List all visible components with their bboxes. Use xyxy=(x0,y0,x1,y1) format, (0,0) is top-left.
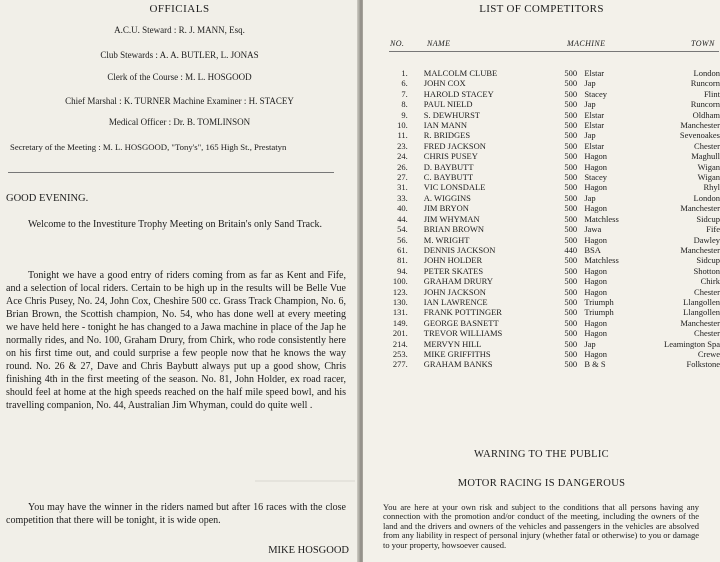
header-machine: MACHINE xyxy=(567,39,606,48)
competitor-number: 56. xyxy=(397,234,408,245)
disclaimer-text: You are here at your own risk and subject to the conditions that all persons having any connection with the promotion and/or conduct of the meeting, including the owners of the land and the drivers and owners of the vehicles and passengers in the vehicles are absolved from any liability in respect of personal injury (whether fatal or otherwise) to you or damage to your property, howsoever caused. xyxy=(383,502,699,550)
competitor-row xyxy=(363,130,720,140)
competitor-town: London xyxy=(693,192,720,203)
competitor-name: PAUL NIELD xyxy=(423,99,473,110)
officials-divider xyxy=(8,172,334,173)
machine-make: Hagon xyxy=(584,182,607,193)
machine-cc: 500 xyxy=(564,99,578,110)
competitor-name: MERVYN HILL xyxy=(423,338,482,349)
competitor-number: 27. xyxy=(397,172,408,183)
competitor-name: JOHN HOLDER xyxy=(423,255,483,266)
competitor-row xyxy=(363,328,720,338)
competitor-row xyxy=(363,78,720,88)
competitor-row xyxy=(363,349,720,359)
competitor-name: TREVOR WILLIAMS xyxy=(423,328,503,339)
competitor-row xyxy=(363,287,720,297)
competitor-number: 7. xyxy=(401,88,408,99)
competitor-number: 94. xyxy=(397,265,408,276)
competitor-number: 149. xyxy=(392,317,408,328)
competitor-number: 11. xyxy=(397,130,408,141)
competitor-town: Flint xyxy=(703,88,720,99)
machine-cc: 500 xyxy=(564,265,578,276)
competitor-name: MIKE GRIFFITHS xyxy=(423,348,491,359)
competitor-name: FRANK POTTINGER xyxy=(423,307,502,318)
competitor-name: HAROLD STACEY xyxy=(423,88,494,99)
competitor-town: Sevenoakes xyxy=(679,130,720,141)
competitor-name: D. BAYBUTT xyxy=(423,161,474,172)
competitor-town: Sidcup xyxy=(696,213,720,224)
competitor-row xyxy=(363,245,720,255)
competitor-number: 54. xyxy=(397,224,408,235)
medical-officer: Medical Officer : Dr. B. TOMLINSON xyxy=(108,117,251,127)
machine-cc: 500 xyxy=(564,192,578,203)
machine-make: Elstar xyxy=(584,140,605,151)
officials-title: OFFICIALS xyxy=(149,3,210,15)
competitor-town: Shotton xyxy=(693,265,720,276)
machine-make: Hagon xyxy=(584,265,607,276)
machine-cc: 500 xyxy=(564,130,578,141)
machine-cc: 500 xyxy=(564,140,578,151)
machine-cc: 500 xyxy=(564,203,578,214)
competitor-row xyxy=(363,172,720,182)
competitor-number: 6. xyxy=(401,78,408,89)
machine-cc: 500 xyxy=(564,307,578,318)
machine-make: Elstar xyxy=(584,109,605,120)
right-page xyxy=(363,0,720,562)
header-no: NO. xyxy=(390,39,405,48)
competitor-town: Folkstone xyxy=(686,359,720,370)
header-town: TOWN xyxy=(691,39,715,48)
competitor-town: Llangollen xyxy=(683,296,720,307)
competitor-row xyxy=(363,162,720,172)
machine-make: Hagon xyxy=(584,151,607,162)
machine-make: Jap xyxy=(584,99,596,110)
competitor-town: Wigan xyxy=(697,161,720,172)
competitor-name: C. BAYBUTT xyxy=(423,172,474,183)
competitor-town: Dawley xyxy=(693,234,720,245)
competitor-row xyxy=(363,297,720,307)
competitor-row xyxy=(363,151,720,161)
acu-steward: A.C.U. Steward : R. J. MANN, Esq. xyxy=(114,25,245,35)
machine-cc: 500 xyxy=(564,213,578,224)
machine-cc: 500 xyxy=(564,276,578,287)
closing-paragraph: You may have the winner in the riders named but after 16 races with the close competition that there will be tonight, it is wide open. xyxy=(6,502,346,526)
competitor-name: GEORGE BASNETT xyxy=(423,317,499,328)
competitor-name: MALCOLM CLUBE xyxy=(423,68,498,78)
machine-cc: 500 xyxy=(564,68,578,78)
competitor-name: GRAHAM BANKS xyxy=(423,359,493,370)
competitor-name: VIC LONSDALE xyxy=(423,182,486,193)
competitor-town: Oldham xyxy=(692,109,720,120)
machine-cc: 500 xyxy=(564,151,578,162)
competitor-town: Chester xyxy=(694,286,720,297)
machine-cc: 500 xyxy=(564,234,578,245)
competitor-number: 24. xyxy=(397,151,408,162)
competitor-name: M. WRIGHT xyxy=(423,234,470,245)
competitor-town: Crewe xyxy=(697,348,720,359)
machine-make: Matchless xyxy=(584,213,619,224)
machine-make: Hagon xyxy=(584,328,607,339)
competitor-number: 40. xyxy=(397,203,408,214)
competitor-town: Manchester xyxy=(680,120,720,131)
competitor-row xyxy=(363,110,720,120)
competitor-name: R. BRIDGES xyxy=(423,130,471,141)
competitor-name: IAN MANN xyxy=(423,120,468,131)
competitor-row xyxy=(363,255,720,265)
competitor-name: GRAHAM DRURY xyxy=(423,276,493,287)
machine-make: Hagon xyxy=(584,286,607,297)
competitor-number: 123. xyxy=(392,286,408,297)
machine-make: Elstar xyxy=(584,68,605,78)
competitor-name: FRED JACKSON xyxy=(423,140,486,151)
left-page xyxy=(0,0,359,562)
competitor-number: 44. xyxy=(397,213,408,224)
machine-make: Triumph xyxy=(584,307,614,318)
machine-make: Hagon xyxy=(584,348,607,359)
warning-title: WARNING TO THE PUBLIC xyxy=(474,449,609,460)
competitor-name: PETER SKATES xyxy=(423,265,484,276)
competitor-town: Wigan xyxy=(697,172,720,183)
competitor-row xyxy=(363,359,720,369)
competitor-number: 81. xyxy=(397,255,408,266)
competitor-town: London xyxy=(693,68,720,78)
machine-cc: 500 xyxy=(564,338,578,349)
competitor-number: 277. xyxy=(392,359,408,370)
competitor-number: 1. xyxy=(401,68,408,78)
competitor-row xyxy=(363,224,720,234)
competitor-row xyxy=(363,214,720,224)
machine-cc: 500 xyxy=(564,255,578,266)
competitor-town: Leamington Spa xyxy=(664,338,720,349)
competitor-name: CHRIS PUSEY xyxy=(423,151,478,162)
competitors-title: LIST OF COMPETITORS xyxy=(479,3,604,15)
competitor-number: 31. xyxy=(397,182,408,193)
competitor-row xyxy=(363,318,720,328)
machine-cc: 500 xyxy=(564,78,578,89)
machine-cc: 500 xyxy=(564,296,578,307)
competitor-name: JOHN COX xyxy=(423,78,466,89)
marshal-and-examiner: Chief Marshal : K. TURNER Machine Examiner : H. STACEY xyxy=(65,96,294,106)
machine-cc: 500 xyxy=(564,286,578,297)
competitor-town: Chester xyxy=(694,140,720,151)
machine-make: Jap xyxy=(584,130,596,141)
competitor-town: Runcorn xyxy=(690,99,720,110)
competitor-name: DENNIS JACKSON xyxy=(423,244,496,255)
machine-cc: 440 xyxy=(564,244,578,255)
machine-make: Matchless xyxy=(584,255,619,266)
competitor-name: BRIAN BROWN xyxy=(423,224,485,235)
competitor-town: Sidcup xyxy=(696,255,720,266)
competitor-number: 130. xyxy=(392,296,408,307)
competitor-town: Maghull xyxy=(691,151,720,162)
competitor-row xyxy=(363,203,720,213)
competitor-row xyxy=(363,89,720,99)
machine-make: Hagon xyxy=(584,276,607,287)
competitor-town: Fife xyxy=(706,224,720,235)
competitor-town: Manchester xyxy=(680,203,720,214)
machine-make: Elstar xyxy=(584,120,605,131)
machine-cc: 500 xyxy=(564,109,578,120)
competitor-row xyxy=(363,235,720,245)
machine-make: Stacey xyxy=(584,88,607,99)
competitor-name: JIM BRYON xyxy=(423,203,469,214)
competitor-number: 26. xyxy=(397,161,408,172)
competitor-number: 9. xyxy=(401,109,408,120)
competitor-town: Manchester xyxy=(680,244,720,255)
riders-paragraph: Tonight we have a good entry of riders coming from as far as Kent and Fife, and a selection of local riders. Certain to be high up in the results will be Belle Vue Ace Chris Pusey, No. 24, John Cox, Cheshire 500 cc. Grass Track Champion, No. 6, Brian Brown, the Scottish champion, No. 54, who has done well at every meeting we have held here - tonight he has changed to a Jawa machine in place of the Jap he normally rides, and No. 100, Graham Drury, from Chirk, who rode consistently here on his first time out, and could surprise a few people now that he knows the way round. No. 26 & 27, Dave and Chris Baybutt always put up a good show, Chris finishing 4th in the first meeting of the season. No. 81, John Holder, ex road racer, should feel at home at the high speeds reached on the half mile speed bowl, and his travelling companion, No. 44, Australian Jim Whyman, could do quite well . xyxy=(6,270,346,411)
header-name: NAME xyxy=(427,39,451,48)
competitor-town: Llangollen xyxy=(683,307,720,318)
competitor-number: 61. xyxy=(397,244,408,255)
machine-cc: 500 xyxy=(564,120,578,131)
competitor-number: 10. xyxy=(397,120,408,131)
competitor-name: JIM WHYMAN xyxy=(423,213,480,224)
competitor-row xyxy=(363,120,720,130)
machine-cc: 500 xyxy=(564,172,578,183)
competitor-number: 23. xyxy=(397,140,408,151)
clerk-of-course: Clerk of the Course : M. L. HOSGOOD xyxy=(107,72,252,82)
machine-cc: 500 xyxy=(564,88,578,99)
welcome-paragraph: Welcome to the Investiture Trophy Meeting on Britain's only Sand Track. xyxy=(28,219,323,230)
machine-make: Triumph xyxy=(584,296,614,307)
machine-make: Hagon xyxy=(584,317,607,328)
competitor-row xyxy=(363,141,720,151)
competitor-town: Runcorn xyxy=(690,78,720,89)
machine-cc: 500 xyxy=(564,182,578,193)
competitors-table-body xyxy=(363,68,720,370)
machine-make: Hagon xyxy=(584,161,607,172)
club-stewards: Club Stewards : A. A. BUTLER, L. JONAS xyxy=(100,50,259,60)
machine-make: BSA xyxy=(584,244,601,255)
competitor-name: A. WIGGINS xyxy=(423,192,471,203)
machine-cc: 500 xyxy=(564,317,578,328)
competitor-row xyxy=(363,339,720,349)
competitor-name: JOHN JACKSON xyxy=(423,286,486,297)
machine-cc: 500 xyxy=(564,359,578,370)
competitor-town: Rhyl xyxy=(703,182,720,193)
competitor-town: Chirk xyxy=(700,276,720,287)
meeting-secretary: Secretary of the Meeting : M. L. HOSGOOD, "Tony's", 165 High St., Prestatyn xyxy=(10,142,287,152)
machine-cc: 500 xyxy=(564,348,578,359)
greeting: GOOD EVENING. xyxy=(6,193,89,204)
competitor-number: 100. xyxy=(392,276,408,287)
machine-make: Jawa xyxy=(584,224,602,235)
competitor-town: Manchester xyxy=(680,317,720,328)
competitor-row xyxy=(363,266,720,276)
header-rule xyxy=(389,51,719,52)
competitor-number: 33. xyxy=(397,192,408,203)
competitor-number: 214. xyxy=(392,338,408,349)
machine-cc: 500 xyxy=(564,328,578,339)
competitor-row xyxy=(363,99,720,109)
competitor-name: IAN LAWRENCE xyxy=(423,296,488,307)
machine-cc: 500 xyxy=(564,224,578,235)
danger-title: MOTOR RACING IS DANGEROUS xyxy=(457,478,626,489)
competitor-town: Chester xyxy=(694,328,720,339)
competitor-row xyxy=(363,276,720,286)
competitor-row xyxy=(363,307,720,317)
competitor-row xyxy=(363,68,720,78)
competitor-row xyxy=(363,182,720,192)
machine-make: Jap xyxy=(584,192,596,203)
machine-cc: 500 xyxy=(564,161,578,172)
competitor-row xyxy=(363,193,720,203)
competitor-name: S. DEWHURST xyxy=(423,109,480,120)
competitor-number: 8. xyxy=(401,99,408,110)
competitor-number: 131. xyxy=(392,307,408,318)
machine-make: Hagon xyxy=(584,203,607,214)
competitor-number: 201. xyxy=(392,328,408,339)
signature: MIKE HOSGOOD xyxy=(268,545,349,556)
competitors-table xyxy=(363,68,720,370)
machine-make: Hagon xyxy=(584,234,607,245)
machine-make: Jap xyxy=(584,78,596,89)
machine-make: Jap xyxy=(584,338,596,349)
competitor-number: 253. xyxy=(392,348,408,359)
machine-make: B & S xyxy=(584,359,606,370)
machine-make: Stacey xyxy=(584,172,607,183)
